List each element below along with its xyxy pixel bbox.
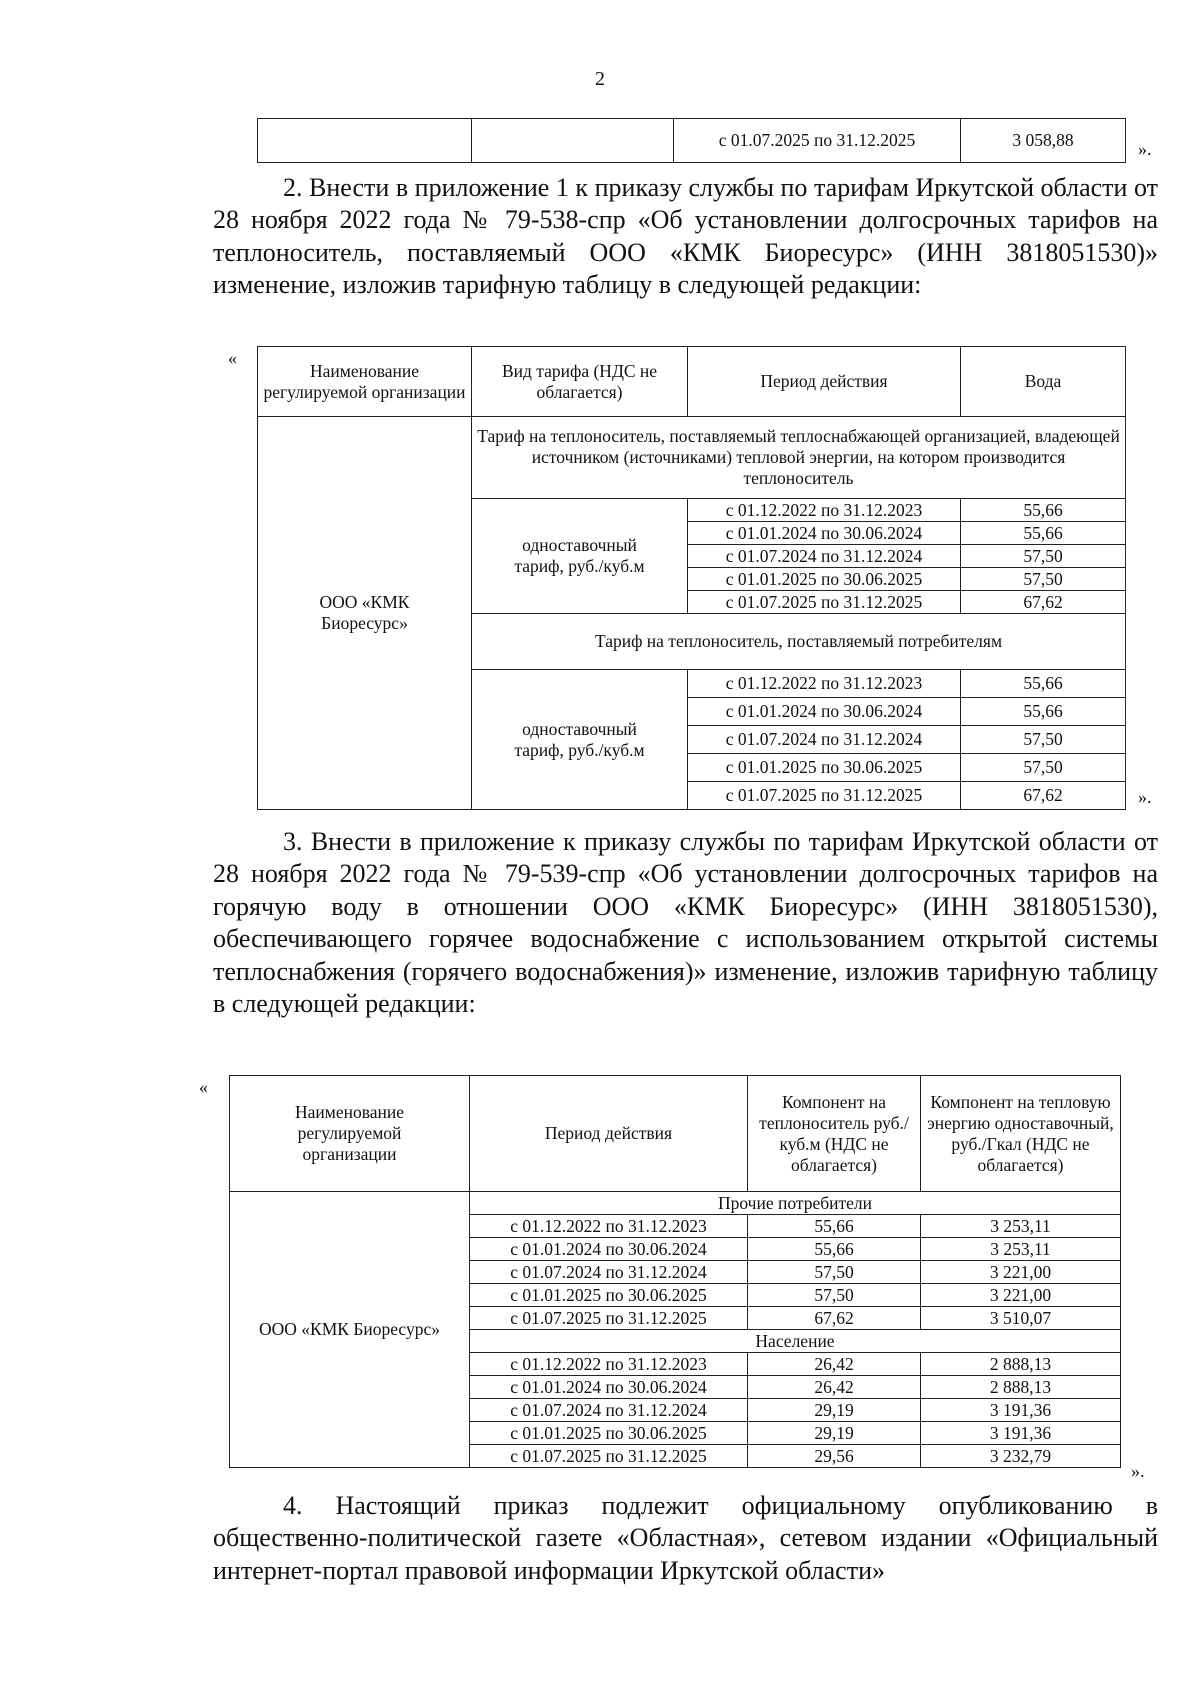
carrier-cell: 29,19 xyxy=(748,1399,921,1422)
energy-cell: 3 191,36 xyxy=(921,1422,1121,1445)
value-cell: 57,50 xyxy=(961,726,1126,754)
period-cell: с 01.07.2025 по 31.12.2025 xyxy=(470,1307,748,1330)
carrier-cell: 57,50 xyxy=(748,1284,921,1307)
carrier-cell: 57,50 xyxy=(748,1261,921,1284)
paragraph-2 xyxy=(213,172,1158,302)
energy-cell: 3 253,11 xyxy=(921,1238,1121,1261)
period-cell: с 01.07.2025 по 31.12.2025 xyxy=(688,782,961,810)
opening-quote: « xyxy=(199,1077,208,1097)
section-title: Население xyxy=(470,1330,1121,1353)
carrier-cell: 26,42 xyxy=(748,1376,921,1399)
period-cell: с 01.07.2025 по 31.12.2025 xyxy=(688,591,961,614)
header-org xyxy=(230,1076,470,1192)
energy-cell: 3 253,11 xyxy=(921,1215,1121,1238)
period-cell: с 01.07.2024 по 31.12.2024 xyxy=(688,726,961,754)
value-cell: 55,66 xyxy=(961,698,1126,726)
carrier-cell: 67,62 xyxy=(748,1307,921,1330)
paragraph-3-text: 3. Внести в приложение к приказу службы по тарифам Иркутской области от 28 ноября 2022 года № 79-539-спр «Об установлении долгосрочных тарифов на горячую воду в отношении ООО «КМК Биоресурс» (ИНН 3818051530), обеспечивающего горячее водоснабжение с использованием открытой системы теплоснабжения (горячего водоснабжения)» изменение, изложив тарифную таблицу в следующей редакции: xyxy=(213,827,1158,1019)
period-cell: с 01.01.2025 по 30.06.2025 xyxy=(470,1422,748,1445)
header-period: Период действия xyxy=(688,347,961,417)
value-cell: 67,62 xyxy=(961,782,1126,810)
section-title: Прочие потребители xyxy=(470,1192,1121,1215)
tariff-kind-text: одноставочный тариф, руб./куб.м xyxy=(514,718,645,760)
period-cell: с 01.01.2024 по 30.06.2024 xyxy=(688,522,961,545)
period-cell: с 01.12.2022 по 31.12.2023 xyxy=(470,1353,748,1376)
value-cell: 55,66 xyxy=(961,499,1126,522)
carrier-cell: 55,66 xyxy=(748,1215,921,1238)
header-tariff-kind: Вид тарифа (НДС не облагается) xyxy=(472,347,688,417)
energy-cell: 2 888,13 xyxy=(921,1376,1121,1399)
period-cell: с 01.12.2022 по 31.12.2023 xyxy=(688,499,961,522)
previous-table-tail xyxy=(257,118,1126,163)
value-cell: 57,50 xyxy=(961,568,1126,591)
closing-quote: ». xyxy=(1131,1461,1145,1481)
org-name xyxy=(258,417,472,810)
paragraph-2-text: 2. Внести в приложение 1 к приказу службы по тарифам Иркутской области от 28 ноября 2022 года № 79-538-спр «Об установлении долгосрочных тарифов на теплоноситель, поставляемый ООО «КМК Биоресурс» (ИНН 3818051530)» изменение, изложив тарифную таблицу в следующей редакции: xyxy=(213,173,1158,300)
tariff-table-hot-water xyxy=(229,1075,1121,1468)
energy-cell: 3 221,00 xyxy=(921,1261,1121,1284)
closing-quote: ». xyxy=(1138,139,1152,159)
header-energy-text: Компонент на тепловую энергию одноставочный, руб./Гкал (НДС не облагается) xyxy=(927,1091,1114,1175)
page-number: 2 xyxy=(595,68,605,90)
carrier-cell: 29,56 xyxy=(748,1445,921,1468)
tariff-table-carrier xyxy=(257,346,1126,810)
period-cell: с 01.01.2025 по 30.06.2025 xyxy=(470,1284,748,1307)
value-cell: 55,66 xyxy=(961,670,1126,698)
energy-cell: 3 221,00 xyxy=(921,1284,1121,1307)
period-cell: с 01.07.2024 по 31.12.2024 xyxy=(470,1399,748,1422)
period-cell: с 01.07.2024 по 31.12.2024 xyxy=(688,545,961,568)
table-cell xyxy=(472,119,674,163)
org-name: ООО «КМК Биоресурс» xyxy=(230,1192,470,1468)
period-cell: с 01.01.2024 по 30.06.2024 xyxy=(470,1376,748,1399)
value-cell: 67,62 xyxy=(961,591,1126,614)
period-cell: с 01.01.2025 по 30.06.2025 xyxy=(688,754,961,782)
table-cell xyxy=(258,119,472,163)
period-cell: с 01.12.2022 по 31.12.2023 xyxy=(470,1215,748,1238)
header-energy xyxy=(921,1076,1121,1192)
header-carrier-text: Компонент на теплоноситель руб./куб.м (НДС не облагается) xyxy=(759,1091,909,1175)
paragraph-3 xyxy=(213,826,1158,1020)
header-carrier xyxy=(748,1076,921,1192)
table-cell-value: 3 058,88 xyxy=(961,119,1126,163)
table-cell-period: с 01.07.2025 по 31.12.2025 xyxy=(674,119,961,163)
section-title: Тариф на теплоноситель, поставляемый потребителям xyxy=(472,614,1126,670)
period-cell: с 01.07.2025 по 31.12.2025 xyxy=(470,1445,748,1468)
energy-cell: 3 232,79 xyxy=(921,1445,1121,1468)
value-cell: 55,66 xyxy=(961,522,1126,545)
tariff-kind-text: одноставочный тариф, руб./куб.м xyxy=(514,535,645,576)
section-title: Тариф на теплоноситель, поставляемый теплоснабжающей организацией, владеющей источником (источниками) тепловой энергии, на котором производится теплоноситель xyxy=(472,417,1126,499)
paragraph-4 xyxy=(213,1490,1158,1587)
carrier-cell: 55,66 xyxy=(748,1238,921,1261)
value-cell: 57,50 xyxy=(961,545,1126,568)
period-cell: с 01.07.2024 по 31.12.2024 xyxy=(470,1261,748,1284)
header-org: Наименование регулируемой организации xyxy=(258,347,472,417)
header-water: Вода xyxy=(961,347,1126,417)
opening-quote: « xyxy=(228,348,237,368)
tariff-kind xyxy=(472,670,688,810)
energy-cell: 3 510,07 xyxy=(921,1307,1121,1330)
closing-quote: ». xyxy=(1138,787,1152,807)
energy-cell: 3 191,36 xyxy=(921,1399,1121,1422)
carrier-cell: 26,42 xyxy=(748,1353,921,1376)
energy-cell: 2 888,13 xyxy=(921,1353,1121,1376)
value-cell: 57,50 xyxy=(961,754,1126,782)
header-period: Период действия xyxy=(470,1076,748,1192)
period-cell: с 01.01.2024 по 30.06.2024 xyxy=(470,1238,748,1261)
period-cell: с 01.01.2025 по 30.06.2025 xyxy=(688,568,961,591)
carrier-cell: 29,19 xyxy=(748,1422,921,1445)
period-cell: с 01.01.2024 по 30.06.2024 xyxy=(688,698,961,726)
paragraph-4-text: 4. Настоящий приказ подлежит официальному опубликованию в общественно-политической газете «Областная», сетевом издании «Официальный интернет-портал правовой информации Иркутской области» xyxy=(213,1491,1158,1585)
period-cell: с 01.12.2022 по 31.12.2023 xyxy=(688,670,961,698)
tariff-kind xyxy=(472,499,688,614)
header-org-text: Наименование регулируемой организации xyxy=(294,1102,405,1164)
org-name-text: ООО «КМК Биоресурс» xyxy=(319,592,410,633)
